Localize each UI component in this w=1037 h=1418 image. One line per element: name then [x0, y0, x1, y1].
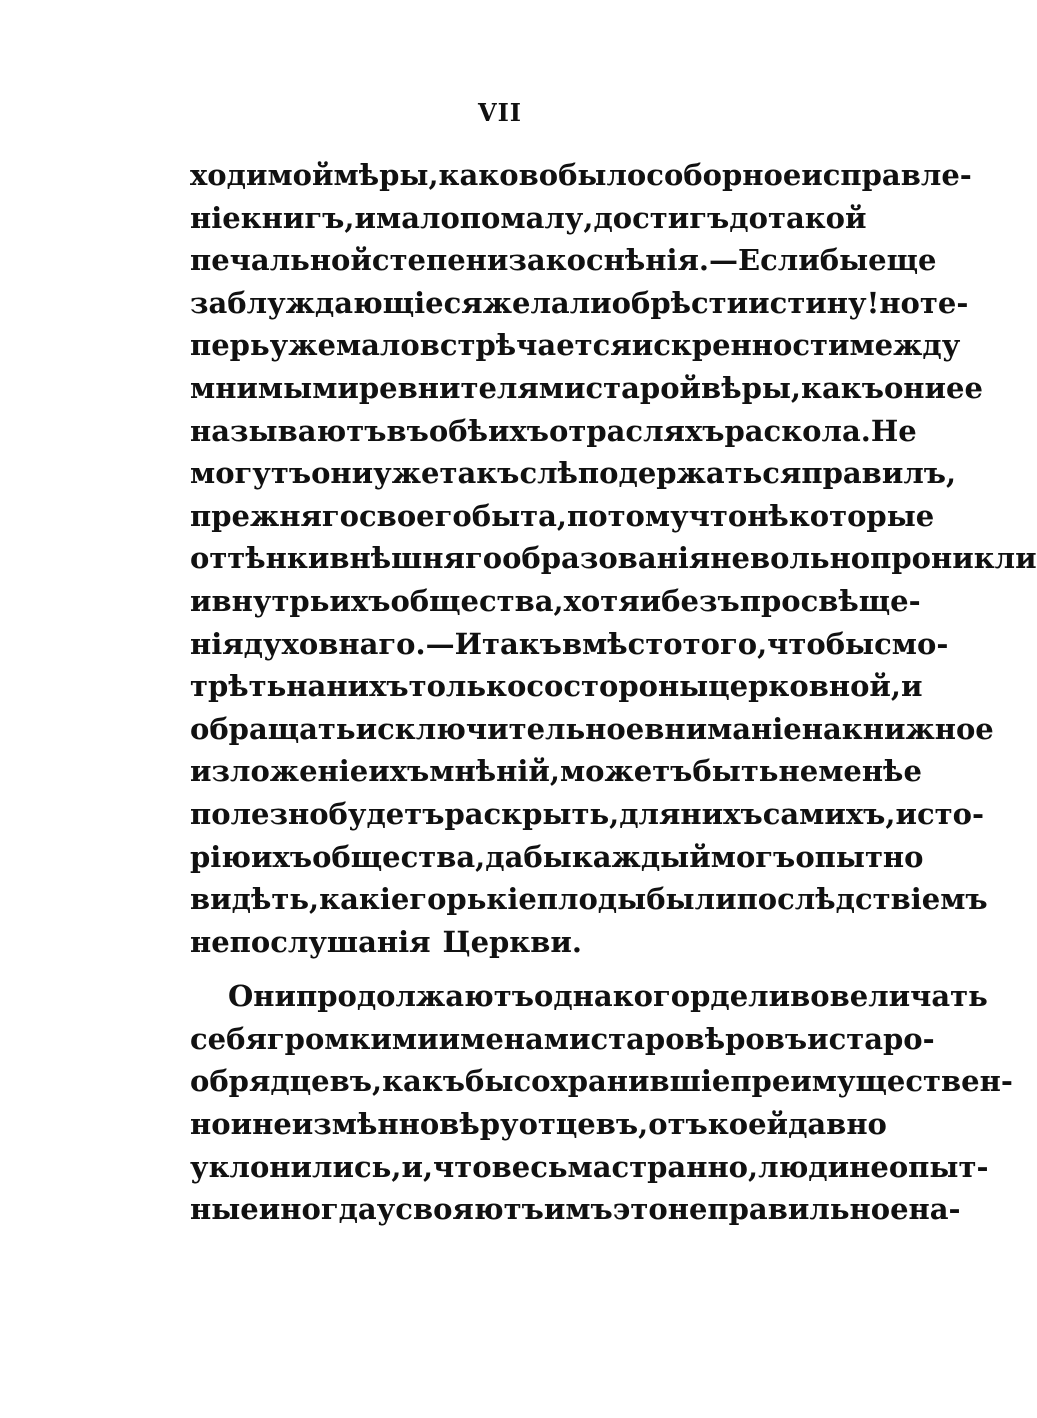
text-line: заблуждающіеся желали обрѣсти истину! но те-: [190, 285, 969, 320]
text-line: могутъ они уже такъ слѣпо держаться правилъ,: [190, 456, 957, 491]
text-line: непослушанія Церкви.: [190, 924, 582, 959]
paragraph-gap: [190, 963, 854, 975]
text-line: печальной степени закоснѣнія.—Если бы еще: [190, 243, 937, 278]
text-line: ные иногда усвояютъ имъ это неправильное на-: [190, 1192, 961, 1227]
text-line: нія духовнаго.—И такъ вмѣсто того, чтобы смо-: [190, 626, 949, 661]
text-line: и внутрь ихъ общества, хотя и безъ просвѣще-: [190, 583, 921, 618]
text-line: перь уже мало встрѣчается искренности между: [190, 328, 961, 363]
text-line: обращать исключительное вниманіе на книжное: [190, 711, 994, 746]
text-line: мнимыми ревнителями старой вѣры, какъ они ее: [190, 370, 983, 405]
text-line: ніе книгъ, и мало по малу, достигъ до такой: [190, 200, 867, 235]
text-line: прежняго своего быта, потому что нѣкоторые: [190, 498, 935, 533]
text-line: называютъ въ обѣихъ отрасляхъ раскола. Не: [190, 413, 917, 448]
text-line: рію ихъ общества, дабы каждый могъ опытно: [190, 839, 924, 874]
text-line: трѣть на нихъ только со стороны церковной, и: [190, 669, 923, 704]
text-line: полезно будетъ раскрыть, для нихъ самихъ, исто-: [190, 796, 984, 831]
text-line: уклонились, и, что весьма странно, люди неопыт-: [190, 1149, 989, 1184]
text-line: оттѣнки внѣшняго образованія невольно проникли: [190, 541, 1037, 576]
body-text: [190, 154, 1037, 1231]
text-line: но и неизмѣнно вѣру отцевъ, отъ коей давно: [190, 1107, 887, 1142]
page-number: VII: [477, 98, 523, 127]
text-line: изложеніе ихъ мнѣній, можетъ быть не менѣе: [190, 754, 922, 789]
text-line: себя громкими именами старовѣровъ и старо-: [190, 1021, 935, 1056]
text-line: ходимой мѣры, каково было соборное исправле-: [190, 158, 972, 192]
text-line: Они продолжаютъ однако горделиво величать: [228, 979, 988, 1014]
text-line: видѣть, какіе горькіе плоды были послѣдствіемъ: [190, 882, 988, 917]
text-line: обрядцевъ, какъ бы сохранившіе преимуществен-: [190, 1064, 1013, 1099]
